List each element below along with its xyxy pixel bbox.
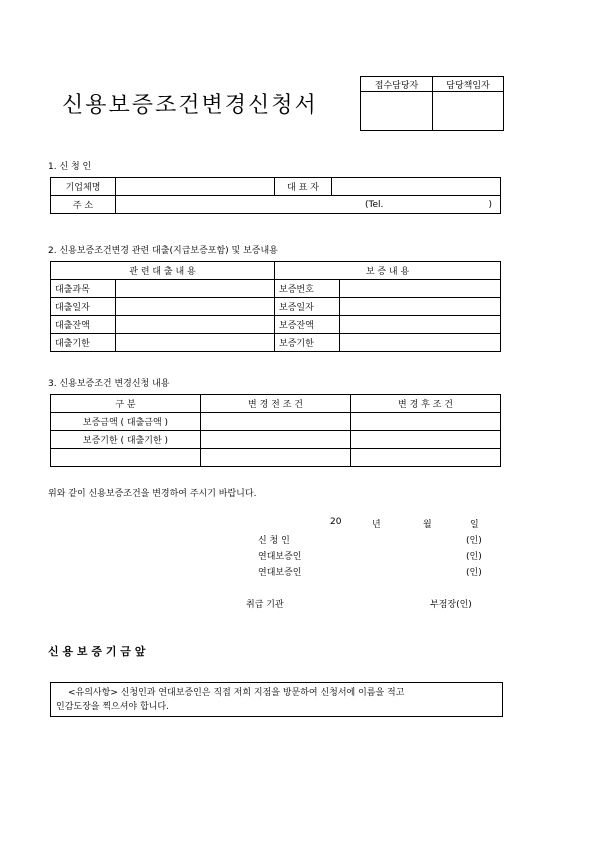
tel-label: (Tel. — [365, 199, 384, 210]
rep-label: 대 표 자 — [275, 178, 332, 196]
change-header-category: 구 분 — [51, 395, 201, 413]
section2-heading: 2. 신용보증조건변경 관련 대출(지급보증포함) 및 보증내용 — [48, 246, 278, 256]
company-label: 기업체명 — [51, 178, 116, 196]
page-title: 신용보증조건변경신청서 — [62, 93, 318, 118]
loan-header: 관 련 대 출 내 용 — [51, 262, 275, 280]
signer-label: 연대보증인 — [258, 552, 302, 562]
notice-box — [50, 682, 503, 717]
loan-row-field[interactable] — [116, 334, 275, 352]
notice-line1: <유의사항> 신청인과 연대보증인은 직접 저희 지점을 방문하여 신청서에 이름을 적고 — [68, 688, 405, 698]
signer-label: 신 청 인 — [258, 536, 290, 546]
guarantee-row-field[interactable] — [340, 280, 501, 298]
loan-row-field[interactable] — [116, 316, 275, 334]
guarantee-row-field[interactable] — [340, 298, 501, 316]
guarantee-row-label: 보증잔액 — [275, 316, 340, 334]
signer-seal[interactable]: (인) — [466, 568, 482, 578]
section3-heading: 3. 신용보증조건 변경신청 내용 — [48, 379, 170, 389]
signer-seal[interactable]: (인) — [466, 536, 482, 546]
date-year-unit: 년 — [372, 520, 381, 530]
tel-close: ) — [488, 199, 492, 210]
loan-row-label: 대출과목 — [51, 280, 116, 298]
change-after-field[interactable] — [351, 449, 501, 467]
change-after-field[interactable] — [351, 413, 501, 431]
approval-box — [360, 76, 504, 131]
approval-sign-manager[interactable] — [433, 92, 504, 131]
change-header-after: 변 경 후 조 건 — [351, 395, 501, 413]
signer-seal[interactable]: (인) — [466, 552, 482, 562]
notice-line2: 인감도장을 찍으셔야 합니다. — [56, 702, 169, 712]
loan-row-label: 대출일자 — [51, 298, 116, 316]
loan-guarantee-table — [50, 261, 501, 352]
change-after-field[interactable] — [351, 431, 501, 449]
loan-row-label: 대출기한 — [51, 334, 116, 352]
approval-sign-receiver[interactable] — [361, 92, 433, 131]
change-before-field[interactable] — [201, 413, 351, 431]
loan-row-field[interactable] — [116, 298, 275, 316]
loan-row-field[interactable] — [116, 280, 275, 298]
handling-seal[interactable]: 부점장(인) — [430, 600, 472, 610]
recipient: 신 용 보 증 기 금 앞 — [48, 645, 146, 658]
change-row-label — [51, 449, 201, 467]
applicant-table — [50, 177, 501, 214]
handling-label: 취급 기관 — [246, 600, 284, 610]
change-before-field[interactable] — [201, 449, 351, 467]
date-month-unit: 월 — [423, 520, 432, 530]
loan-row-label: 대출잔액 — [51, 316, 116, 334]
request-text: 위와 같이 신용보증조건을 변경하여 주시기 바랍니다. — [48, 489, 257, 499]
rep-field[interactable] — [332, 178, 501, 196]
change-before-field[interactable] — [201, 431, 351, 449]
address-field[interactable] — [116, 196, 501, 214]
guarantee-row-label: 보증기한 — [275, 334, 340, 352]
date-day-unit: 일 — [470, 520, 479, 530]
date-year: 20 — [330, 517, 342, 527]
section1-heading: 1. 신 청 인 — [48, 162, 92, 172]
company-field[interactable] — [116, 178, 275, 196]
change-request-table — [50, 394, 501, 467]
guarantee-row-field[interactable] — [340, 334, 501, 352]
guarantee-row-label: 보증일자 — [275, 298, 340, 316]
change-row-label: 보증기한 ( 대출기한 ) — [51, 431, 201, 449]
guarantee-row-field[interactable] — [340, 316, 501, 334]
approval-header-receiver: 접수담당자 — [361, 77, 433, 92]
change-row-label: 보증금액 ( 대출금액 ) — [51, 413, 201, 431]
guarantee-row-label: 보증번호 — [275, 280, 340, 298]
approval-header-manager: 담당책임자 — [433, 77, 504, 92]
change-header-before: 변 경 전 조 건 — [201, 395, 351, 413]
signer-label: 연대보증인 — [258, 568, 302, 578]
address-label: 주 소 — [51, 196, 116, 214]
guarantee-header: 보 증 내 용 — [275, 262, 501, 280]
